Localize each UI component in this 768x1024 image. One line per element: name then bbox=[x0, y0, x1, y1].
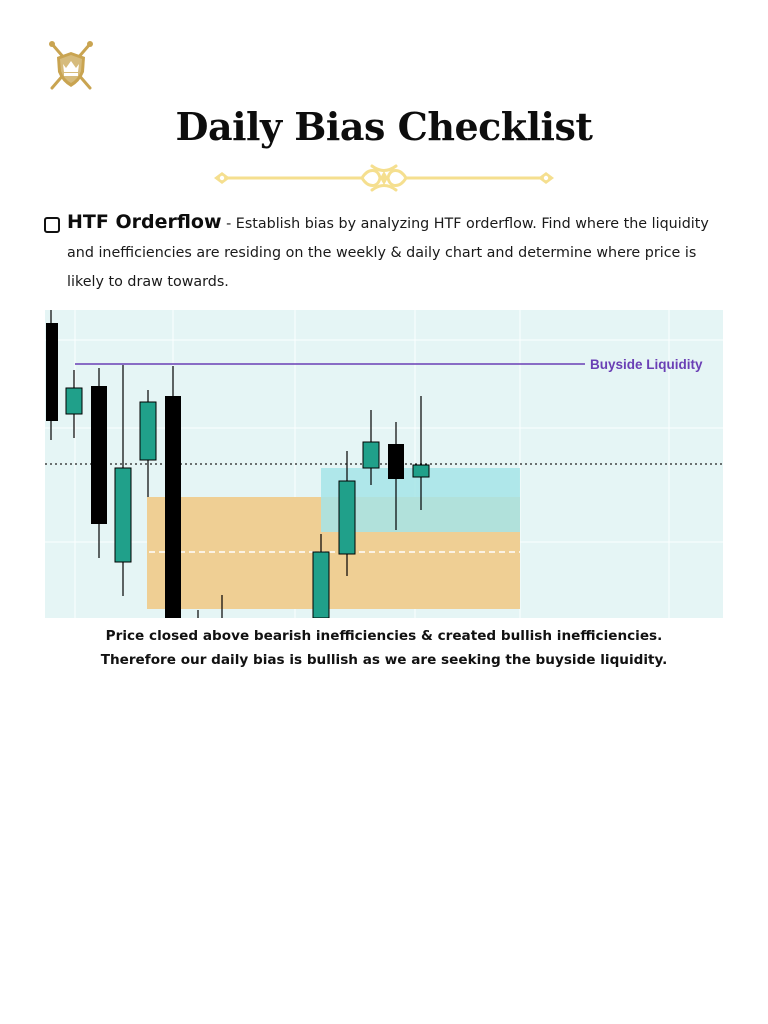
caption-line: Therefore our daily bias is bullish as we are seeking the buyside liquidity. bbox=[100, 652, 668, 668]
ornamental-scroll-divider-icon bbox=[208, 162, 560, 194]
caption-line: Price closed above bearish inefficiencies & created bullish inefficiencies. bbox=[105, 628, 663, 644]
bullish-candle bbox=[413, 465, 429, 477]
price-chart-illustration bbox=[45, 310, 723, 618]
checklist-item-heading: HTF Orderflow bbox=[67, 211, 222, 233]
crossed-swords-crown-shield-icon bbox=[46, 38, 96, 94]
buyside-liquidity-label: Buyside Liquidity bbox=[590, 357, 703, 372]
bullish-candle bbox=[115, 468, 131, 562]
chart-caption bbox=[0, 624, 768, 672]
bearish-candle bbox=[165, 396, 181, 618]
bullish-candle bbox=[339, 481, 355, 554]
bullish-candle bbox=[140, 402, 156, 460]
checklist-item-description: - Establish bias by analyzing HTF orderflow. Find where the liquidity and inefficiencies are residing on the weekly & daily chart and determine where price is likely to draw towards. bbox=[67, 216, 709, 290]
bearish-candle bbox=[46, 323, 58, 421]
checklist-checkbox[interactable] bbox=[44, 217, 60, 233]
bearish-candle bbox=[91, 386, 107, 524]
page-title: Daily Bias Checklist bbox=[175, 104, 593, 149]
bullish-candle bbox=[363, 442, 379, 468]
checklist-item-htf-orderflow bbox=[67, 208, 735, 297]
bullish-candle bbox=[66, 388, 82, 414]
bullish-candle bbox=[313, 552, 329, 618]
bearish-candle bbox=[388, 444, 404, 479]
